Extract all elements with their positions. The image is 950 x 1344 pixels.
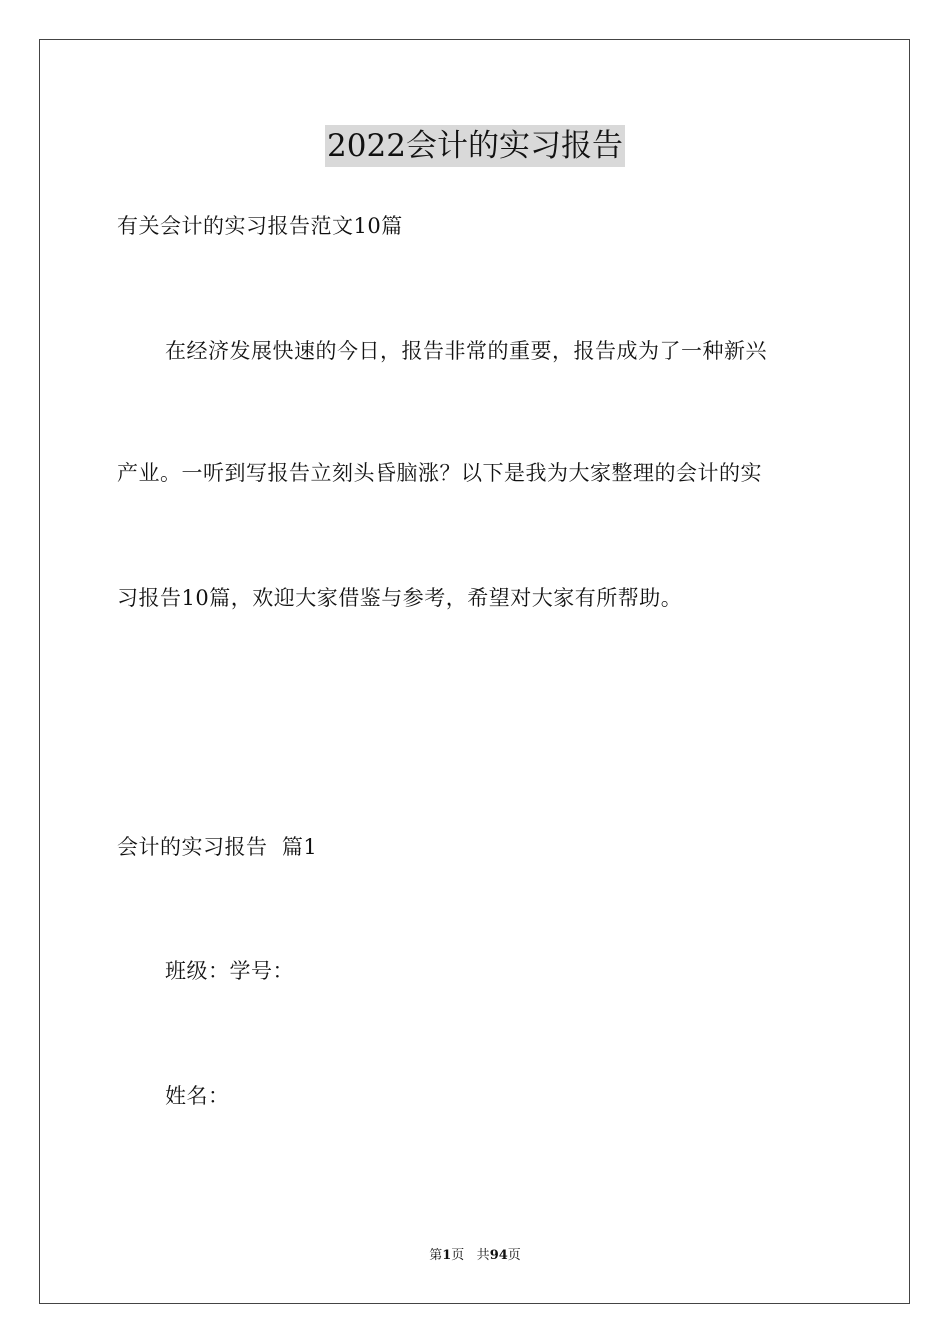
document-subtitle: 有关会计的实习报告范文10篇 bbox=[117, 214, 403, 238]
footer-total-unit: 页 bbox=[507, 1248, 521, 1263]
field-name: 姓名： bbox=[165, 1084, 230, 1108]
page-footer bbox=[0, 1247, 950, 1265]
footer-page-prefix: 第 bbox=[429, 1248, 443, 1263]
footer-total-prefix: 共 bbox=[476, 1248, 490, 1263]
intro-paragraph-line-3: 习报告10篇，欢迎大家借鉴与参考，希望对大家有所帮助。 bbox=[117, 586, 683, 610]
footer-total-pages: 94 bbox=[489, 1248, 508, 1263]
document-title: 2022会计的实习报告 bbox=[325, 125, 625, 167]
section-heading: 会计的实习报告 篇1 bbox=[117, 835, 318, 859]
intro-paragraph-line-2: 产业。一听到写报告立刻头昏脑涨？以下是我为大家整理的会计的实 bbox=[117, 461, 762, 485]
footer-page-unit: 页 bbox=[451, 1248, 465, 1263]
field-class-student-id: 班级：学号： bbox=[165, 959, 294, 983]
intro-paragraph-line-1: 在经济发展快速的今日，报告非常的重要，报告成为了一种新兴 bbox=[165, 339, 767, 363]
title-container bbox=[0, 125, 950, 167]
footer-page-number: 1 bbox=[442, 1248, 452, 1263]
